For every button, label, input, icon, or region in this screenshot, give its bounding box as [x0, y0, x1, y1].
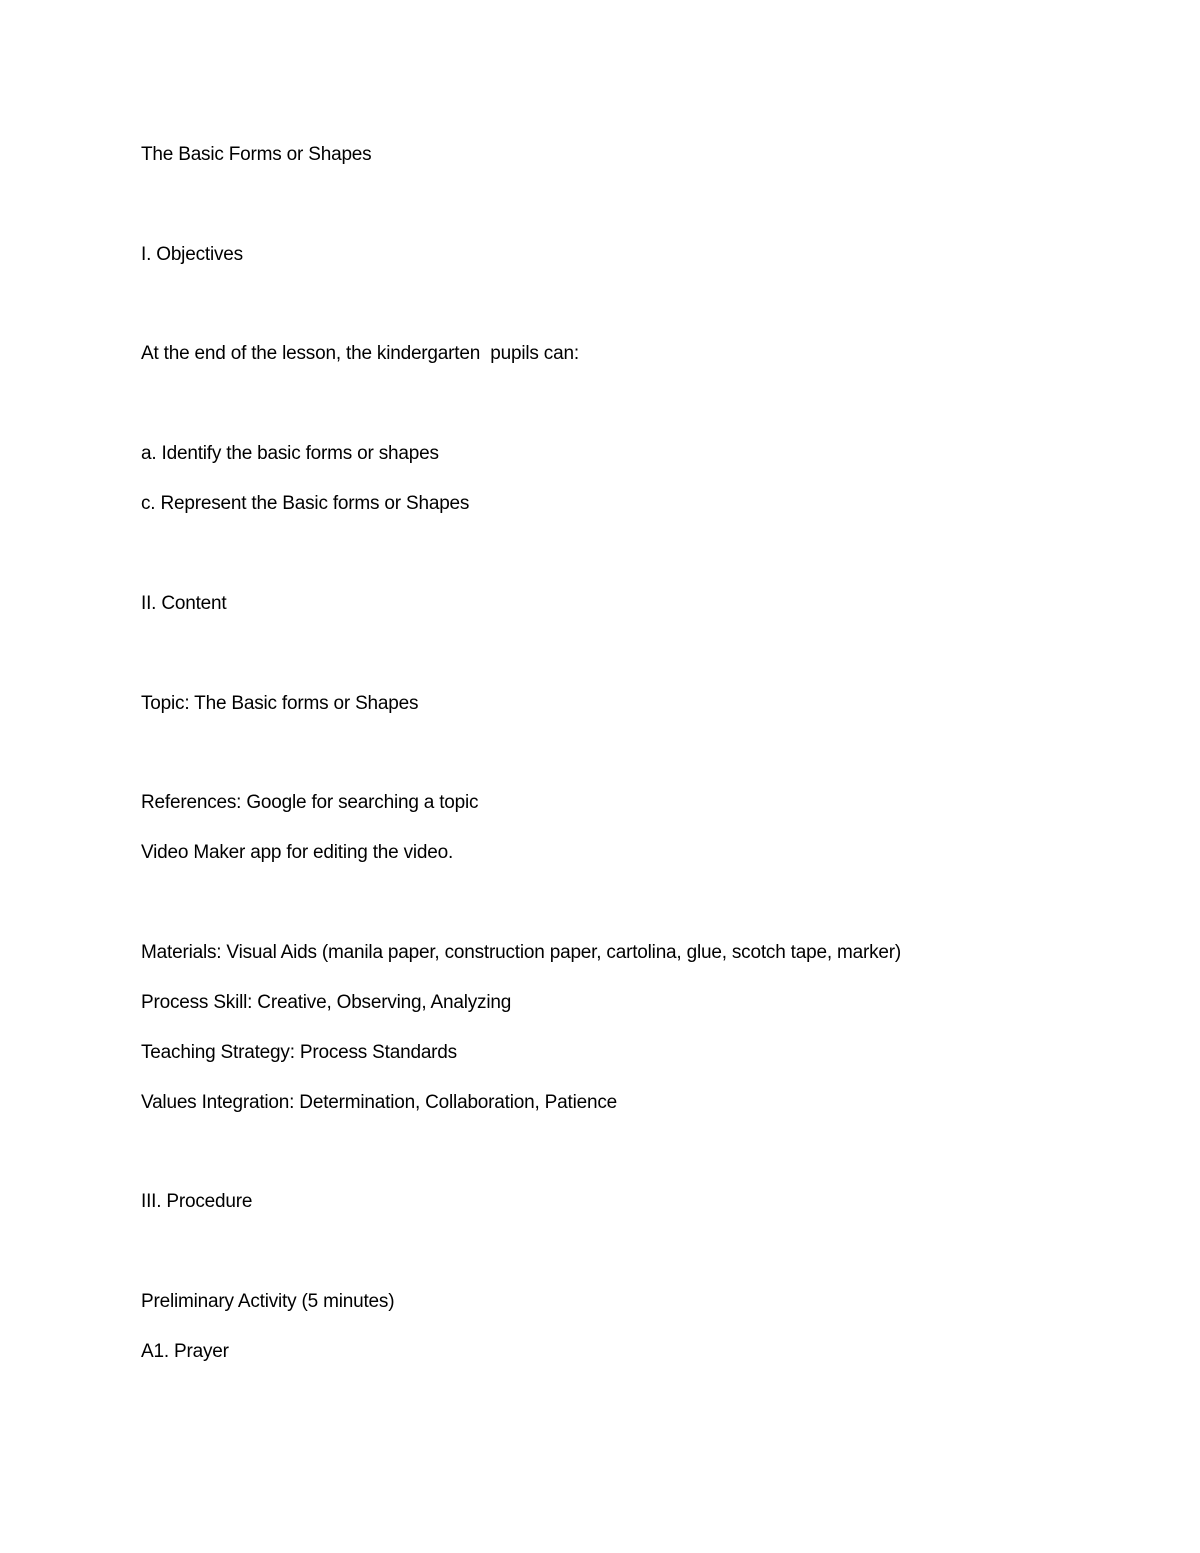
materials-line: Materials: Visual Aids (manila paper, construction paper, cartolina, glue, scotch tape, marker): [141, 942, 902, 963]
prayer-step-line: A1. Prayer: [141, 1341, 229, 1362]
document-title: The Basic Forms or Shapes: [141, 144, 372, 165]
objectives-heading: I. Objectives: [141, 244, 243, 265]
preliminary-activity-line: Preliminary Activity (5 minutes): [141, 1291, 395, 1312]
objectives-intro: At the end of the lesson, the kindergarten pupils can:: [141, 343, 579, 364]
topic-line: Topic: The Basic forms or Shapes: [141, 693, 419, 714]
objective-item: c. Represent the Basic forms or Shapes: [141, 493, 470, 514]
references-line: References: Google for searching a topic: [141, 792, 479, 813]
teaching-strategy-line: Teaching Strategy: Process Standards: [141, 1042, 457, 1063]
values-integration-line: Values Integration: Determination, Collaboration, Patience: [141, 1092, 617, 1113]
procedure-heading: III. Procedure: [141, 1191, 253, 1212]
objective-item: a. Identify the basic forms or shapes: [141, 443, 439, 464]
references-continued-line: Video Maker app for editing the video.: [141, 842, 454, 863]
process-skill-line: Process Skill: Creative, Observing, Analyzing: [141, 992, 512, 1013]
content-heading: II. Content: [141, 593, 227, 614]
